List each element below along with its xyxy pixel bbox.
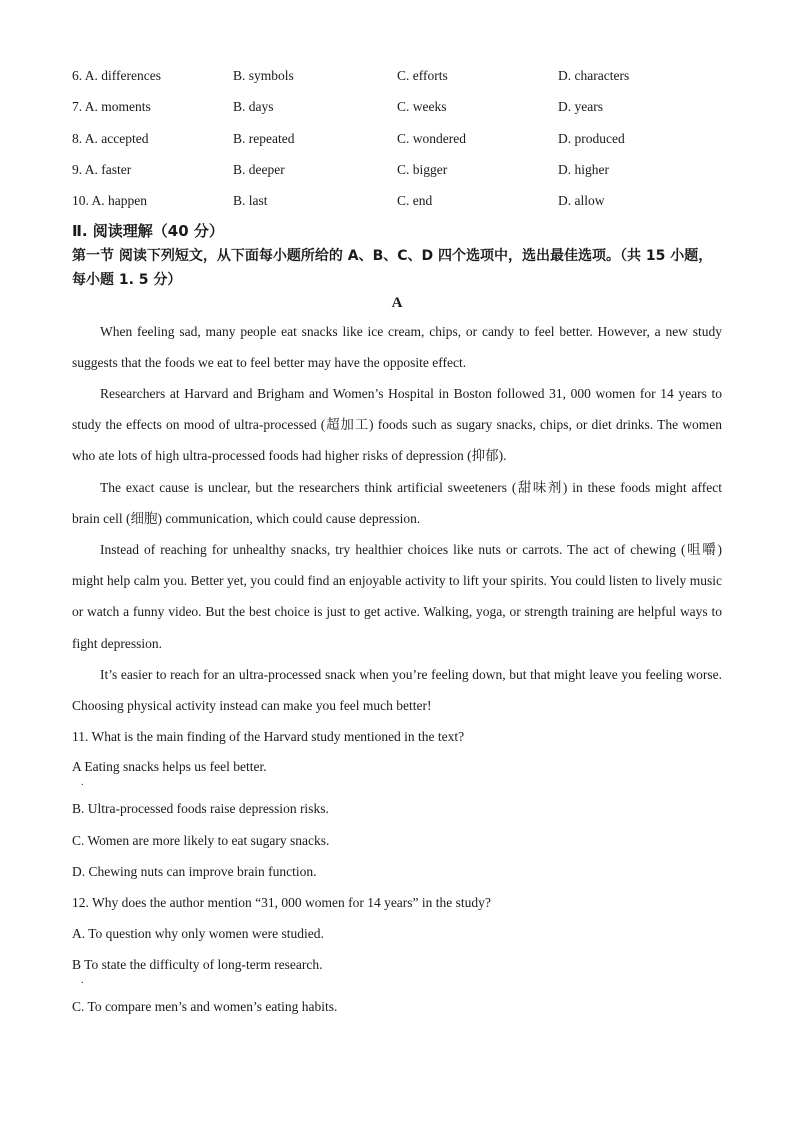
question-11-option-c: C. Women are more likely to eat sugary snacks. — [72, 833, 330, 848]
option-row-8 — [72, 131, 732, 151]
passage-paragraph: When feeling sad, many people eat snacks like ice cream, chips, or candy to feel better. However, a new study suggests that the foods we eat to feel better may have the opposite effect. — [72, 324, 722, 371]
section-instruction: 第一节 阅读下列短文，从下面每小题所给的 A、B、C、D 四个选项中，选出最佳选项。（共 15 小题，每小题 1. 5 分） — [72, 248, 713, 288]
option-c: C. efforts — [397, 68, 448, 83]
passage-letter: A — [391, 295, 403, 311]
option-d: D. years — [558, 99, 603, 114]
passage-paragraph: It’s easier to reach for an ultra-processed snack when you’re feeling down, but that might leave you feeling worse. Choosing physical activity instead can make you feel much better! — [72, 667, 722, 714]
option-b: B. deeper — [233, 162, 285, 177]
question-11-stem: 11. What is the main finding of the Harvard study mentioned in the text? — [72, 729, 465, 744]
option-d: D. produced — [558, 131, 625, 146]
passage-paragraph: The exact cause is unclear, but the researchers think artificial sweeteners (甜味剂) in these foods might affect brain cell (细胞) communication, which could cause depression. — [72, 480, 722, 527]
option-b: B. last — [233, 193, 268, 208]
dot-mark: . — [81, 777, 84, 788]
section-title: Ⅱ. 阅读理解（40 分） — [72, 222, 224, 240]
question-12-stem: 12. Why does the author mention “31, 000 women for 14 years” in the study? — [72, 895, 491, 910]
option-a: 10. A. happen — [72, 193, 147, 208]
option-b: B. days — [233, 99, 274, 114]
option-d: D. higher — [558, 162, 609, 177]
option-a: 6. A. differences — [72, 68, 161, 83]
option-row-6 — [72, 68, 732, 88]
option-c: C. weeks — [397, 99, 447, 114]
question-11-option-b: B. Ultra-processed foods raise depression risks. — [72, 801, 329, 816]
option-d: D. characters — [558, 68, 630, 83]
question-11-option-a: A Eating snacks helps us feel better. — [72, 759, 267, 774]
option-c: C. wondered — [397, 131, 466, 146]
passage-paragraph: Researchers at Harvard and Brigham and Women’s Hospital in Boston followed 31, 000 women for 14 years to study the effects on mood of ultra-processed (超加工) foods such as sugary snacks, chips, or diet drinks. The women who ate lots of high ultra-processed foods had higher risks of depression (抑郁). — [72, 386, 722, 464]
option-a: 8. A. accepted — [72, 131, 149, 146]
question-12-option-a: A. To question why only women were studied. — [72, 926, 324, 941]
option-b: B. repeated — [233, 131, 295, 146]
option-a: 7. A. moments — [72, 99, 151, 114]
option-c: C. bigger — [397, 162, 448, 177]
option-row-7 — [72, 99, 732, 119]
option-row-10 — [72, 193, 732, 213]
question-12-option-b: B To state the difficulty of long-term research. — [72, 957, 323, 972]
question-12-option-c: C. To compare men’s and women’s eating habits. — [72, 999, 338, 1014]
dot-mark: . — [81, 975, 84, 986]
option-row-9 — [72, 162, 732, 182]
option-d: D. allow — [558, 193, 605, 208]
question-11-option-d: D. Chewing nuts can improve brain function. — [72, 864, 317, 879]
option-b: B. symbols — [233, 68, 294, 83]
passage-paragraph: Instead of reaching for unhealthy snacks, try healthier choices like nuts or carrots. The act of chewing (咀嚼) might help calm you. Better yet, you could find an enjoyable activity to lift your spirits. You could listen to lively music or watch a funny video. But the best choice is just to get active. Walking, yoga, or strength training are helpful ways to fight depression. — [72, 542, 722, 651]
option-a: 9. A. faster — [72, 162, 132, 177]
option-c: C. end — [397, 193, 433, 208]
